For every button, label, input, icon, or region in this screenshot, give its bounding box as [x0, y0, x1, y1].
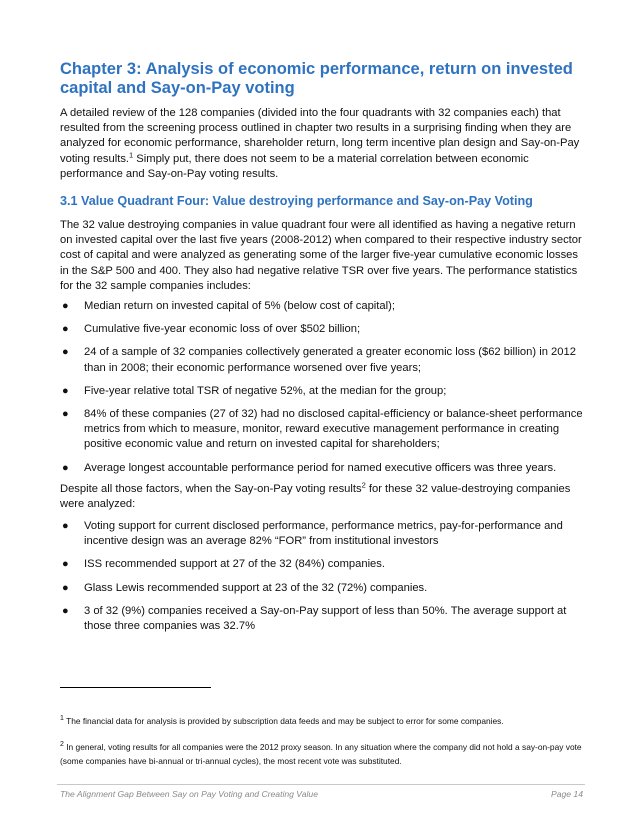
footnote-ref-1[interactable]: 1 — [129, 149, 134, 159]
bullet-icon: ● — [62, 558, 69, 571]
bullet-icon: ● — [62, 323, 69, 336]
list-item — [60, 604, 590, 634]
list-item — [60, 322, 590, 337]
list-item-text: Cumulative five-year economic loss of over $502 billion; — [84, 323, 361, 336]
voting-bullet-list — [60, 519, 590, 642]
list-item — [60, 461, 590, 476]
list-item-text: ISS recommended support at 27 of the 32 (84%) companies. — [84, 558, 385, 571]
bullet-icon: ● — [62, 384, 69, 397]
chapter-title: Chapter 3: Analysis of economic performance, return on invested capital and Say-on-Pay voting — [60, 60, 573, 97]
list-item — [60, 345, 590, 375]
footnote-text: The financial data for analysis is provided by subscription data feeds and may be subject to error for some companies. — [63, 716, 504, 726]
list-item-text: 84% of these companies (27 of 32) had no disclosed capital-efficiency or balance-sheet performance metrics from which to measure, monitor, reward executive management performance in creating positive economic value and return on invested capital for shareholders; — [84, 408, 583, 451]
footnote-1 — [60, 714, 590, 728]
list-item — [60, 581, 590, 596]
footnote-number: 1 — [60, 715, 64, 723]
list-item-text: Glass Lewis recommended support at 23 of the 32 (72%) companies. — [84, 581, 428, 594]
list-item — [60, 407, 590, 453]
bullet-icon: ● — [62, 604, 69, 617]
bullet-icon: ● — [62, 408, 69, 421]
section-title: 3.1 Value Quadrant Four: Value destroying performance and Say-on-Pay Voting — [60, 194, 533, 208]
bullet-icon: ● — [62, 461, 69, 474]
footer-divider — [57, 784, 585, 785]
list-item-text: 3 of 32 (9%) companies received a Say-on-Pay support of less than 50%. The average support at those three companies was 32.7% — [84, 604, 567, 633]
list-item-text: Median return on invested capital of 5% (below cost of capital); — [84, 300, 395, 312]
list-item-text: 24 of a sample of 32 companies collectively generated a greater economic loss ($62 billion) in 2012 than in 2008; their economic performance worsened over five years; — [84, 346, 576, 374]
footnote-text: In general, voting results for all companies were the 2012 proxy season. In any situation where the company did not hold a say-on-pay vote (some companies have bi-annual or tri-annual cycles), the most recent vote was substituted. — [60, 742, 582, 766]
intro-paragraph — [60, 106, 588, 182]
footnote-number: 2 — [60, 741, 64, 749]
performance-bullet-list — [60, 299, 590, 484]
voting-intro-text-cont: for these 32 value-destroying companies were analyzed: — [60, 483, 571, 511]
bullet-icon: ● — [62, 300, 69, 312]
bullet-icon: ● — [62, 581, 69, 594]
footer-document-title: The Alignment Gap Between Say on Pay Voting and Creating Value — [60, 789, 318, 799]
voting-intro-text: Despite all those factors, when the Say-on-Pay voting results — [60, 483, 362, 495]
footer-page-number: Page 14 — [550, 789, 583, 799]
list-item — [60, 384, 590, 399]
intro-text-cont: Simply put, there does not seem to be a material correlation between economic performance and Say-on-Pay voting results. — [60, 152, 529, 180]
footnote-2 — [60, 740, 590, 768]
list-item-text: Average longest accountable performance period for named executive officers was three years. — [84, 461, 557, 474]
section-intro-paragraph: The 32 value destroying companies in value quadrant four were all identified as having a negative return on invested capital over the last five years (2008-2012) when compared to their respective industry sector cost of capital and were analyzed as generating some of the larger five-year cumulative economic losses in the S&P 500 and 400. They also had negative relative TSR over five years. The performance statistics for the 32 sample companies includes: — [60, 219, 582, 292]
list-item — [60, 519, 590, 549]
intro-text: A detailed review of the 128 companies (divided into the four quadrants with 32 companies each) that resulted from the screening process outlined in chapter two results in a surprising finding when they are analyzed for economic performance, shareholder return, long term incentive plan design and Say-on-Pay voting results. — [60, 107, 580, 165]
list-item — [60, 557, 590, 572]
list-item — [60, 299, 590, 314]
voting-intro-paragraph — [60, 482, 588, 512]
footnote-divider — [60, 687, 211, 688]
footnote-ref-2[interactable]: 2 — [361, 480, 366, 490]
bullet-icon: ● — [62, 346, 69, 359]
list-item-text: Voting support for current disclosed performance, performance metrics, pay-for-performance and incentive design was an average 82% “FOR” from institutional investors — [84, 520, 563, 548]
bullet-icon: ● — [62, 520, 69, 532]
list-item-text: Five-year relative total TSR of negative 52%, at the median for the group; — [84, 384, 447, 397]
